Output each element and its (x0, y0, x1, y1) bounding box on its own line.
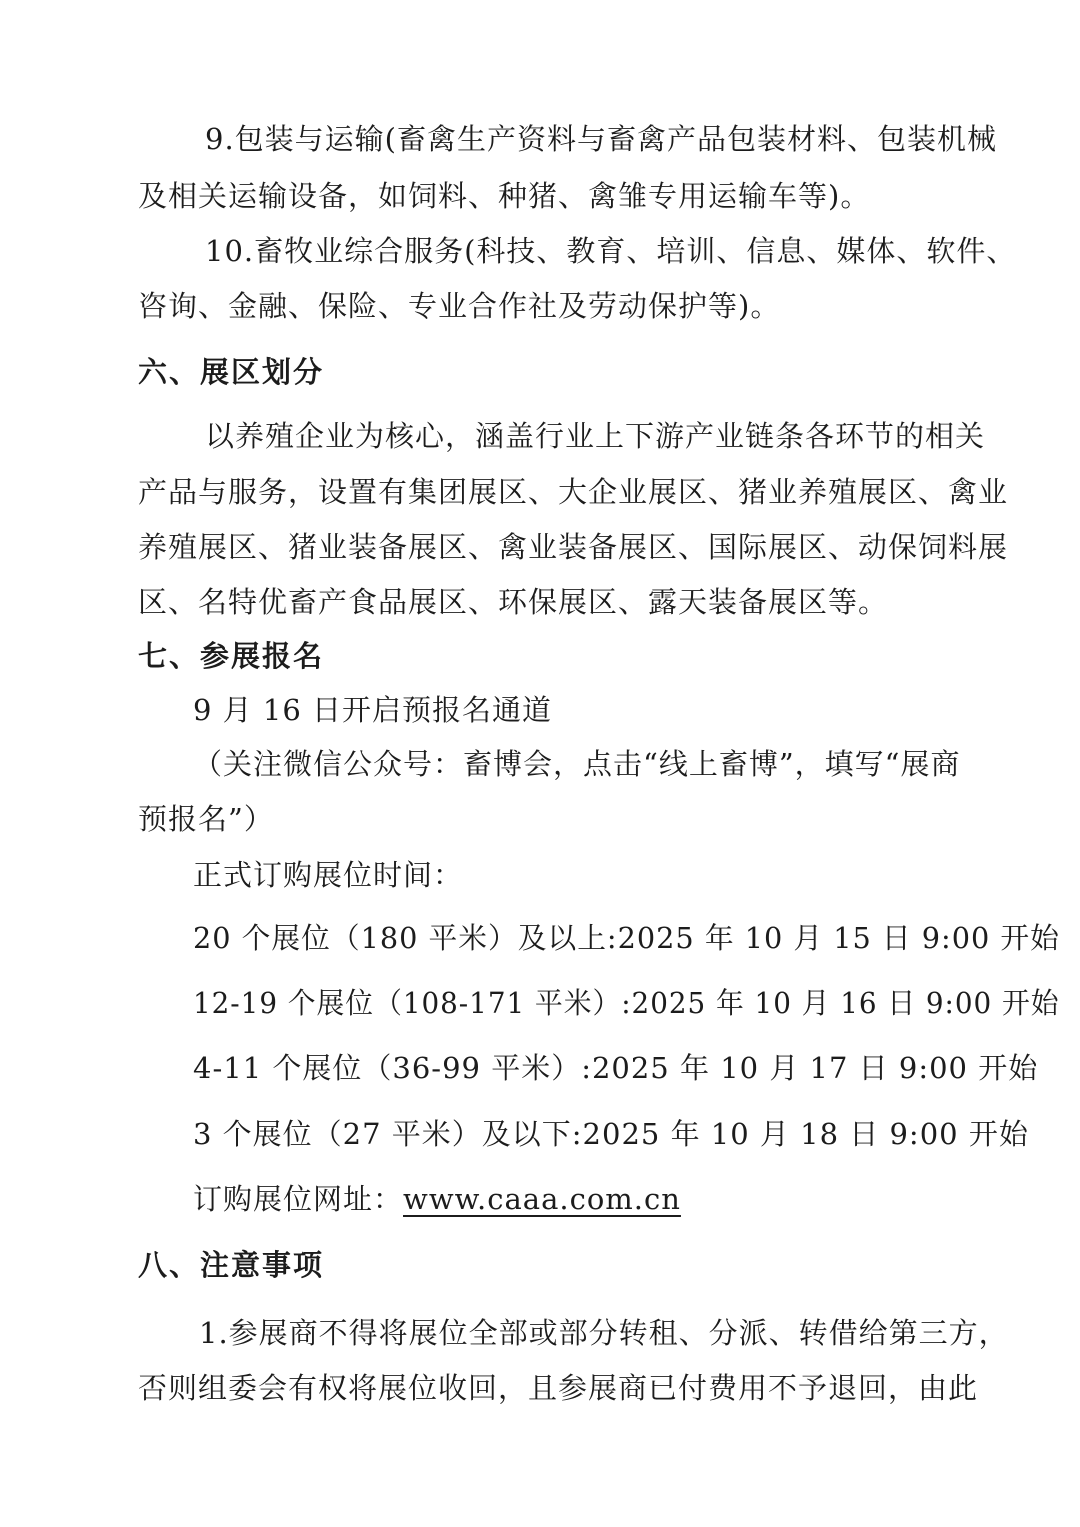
section8-line2: 否则组委会有权将展位收回，且参展商已付费用不予退回，由此 (138, 1371, 979, 1405)
section6-line3: 养殖展区、猪业装备展区、禽业装备展区、国际展区、动保饲料展 (138, 530, 1009, 564)
registration-note-line1: （关注微信公众号：畜博会，点击“线上畜博”，填写“展商 (193, 747, 961, 781)
item10-line2: 咨询、金融、保险、专业合作社及劳动保护等)。 (138, 289, 781, 323)
schedule-row: 4-11 个展位（36-99 平米）:2025 年 10 月 17 日 9:00 开始 (193, 1051, 1039, 1085)
section8-heading: 八、注意事项 (138, 1248, 325, 1282)
pre-registration-line: 9 月 16 日开启预报名通道 (193, 693, 553, 727)
website-link[interactable]: www.caaa.com.cn (403, 1182, 681, 1216)
item10-line1: 10.畜牧业综合服务(科技、教育、培训、信息、媒体、软件、 (205, 234, 1017, 268)
website-label: 订购展位网址： (193, 1182, 404, 1216)
section6-line4: 区、名特优畜产食品展区、环保展区、露天装备展区等。 (138, 585, 889, 619)
section6-line1: 以养殖企业为核心，涵盖行业上下游产业链条各环节的相关 (205, 419, 986, 453)
section7-heading: 七、参展报名 (138, 639, 325, 673)
registration-note-line2: 预报名”） (138, 802, 274, 836)
section6-heading: 六、展区划分 (138, 355, 325, 389)
schedule-row: 20 个展位（180 平米）及以上:2025 年 10 月 15 日 9:00 开始 (193, 921, 1060, 955)
section6-line2: 产品与服务，设置有集团展区、大企业展区、猪业养殖展区、禽业 (138, 475, 1009, 509)
booking-time-label: 正式订购展位时间： (193, 858, 464, 892)
website-row (193, 1179, 681, 1219)
item9-line2: 及相关运输设备，如饲料、种猪、禽雏专用运输车等)。 (138, 179, 871, 213)
schedule-row: 12-19 个展位（108-171 平米）:2025 年 10 月 16 日 9:00 开始 (193, 986, 1060, 1020)
schedule-row: 3 个展位（27 平米）及以下:2025 年 10 月 18 日 9:00 开始 (193, 1117, 1029, 1151)
section8-line1: 1.参展商不得将展位全部或部分转租、分派、转借给第三方， (199, 1316, 1009, 1350)
item9-line1: 9.包装与运输(畜禽生产资料与畜禽产品包装材料、包装机械 (205, 122, 997, 156)
